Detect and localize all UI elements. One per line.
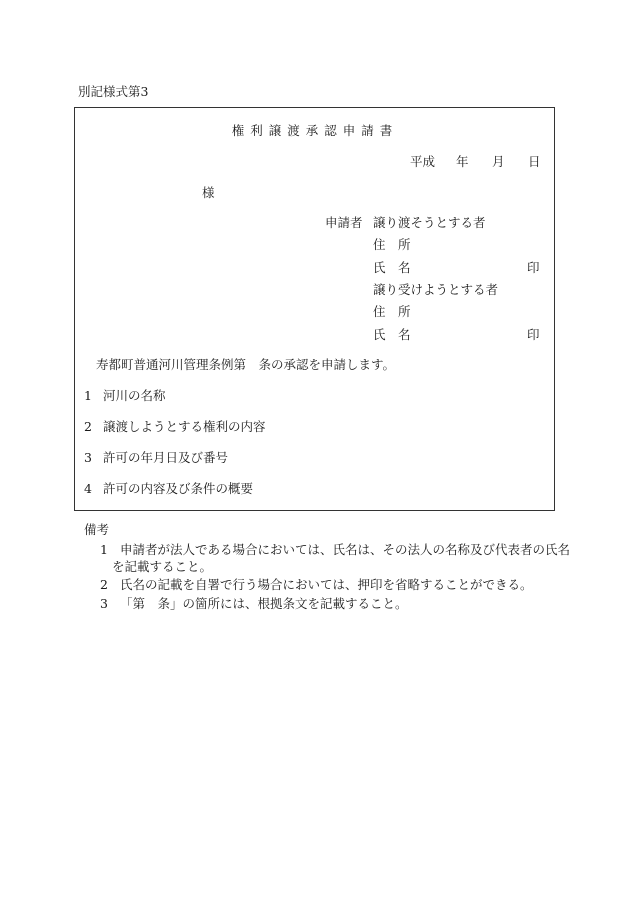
form-item-number: 3 [84, 450, 92, 465]
form-number-label: 別記様式第3 [78, 84, 149, 99]
form-item [84, 452, 228, 465]
notes-heading: 備考 [84, 522, 110, 537]
transferor-address-label: 住 所 [373, 237, 411, 252]
transferor-seal-mark: 印 [527, 260, 540, 275]
addressee-suffix: 様 [202, 185, 215, 200]
note-item [100, 598, 407, 611]
document-title: 権利譲渡承認申請書 [231, 123, 399, 138]
date-day: 日 [528, 154, 541, 169]
note-item [100, 544, 570, 557]
note-text: 「第 条」の箇所には、根拠条文を記載すること。 [119, 596, 408, 611]
form-item-text: 許可の年月日及び番号 [102, 450, 228, 465]
transferor-label: 譲り渡そうとする者 [373, 215, 486, 230]
form-item-number: 1 [84, 388, 92, 403]
note-continuation: を記載すること。 [112, 559, 213, 574]
note-text: 氏名の記載を自署で行う場合においては、押印を省略することができる。 [119, 577, 533, 592]
date-year: 年 [456, 154, 469, 169]
applicant-label: 申請者 [325, 215, 363, 230]
transferee-label: 譲り受けようとする者 [373, 282, 499, 297]
form-item [84, 421, 265, 434]
note-number: 1 [100, 542, 108, 557]
note-text: 申請者が法人である場合においては、氏名は、その法人の名称及び代表者の氏名 [119, 542, 570, 557]
transferor-name-label: 氏 名 [373, 260, 411, 275]
form-item-text: 許可の内容及び条件の概要 [102, 481, 253, 496]
note-number: 2 [100, 577, 108, 592]
form-item-text: 河川の名称 [102, 388, 166, 403]
date-era: 平成 [410, 154, 436, 169]
form-item-number: 2 [84, 419, 92, 434]
date-month: 月 [492, 154, 505, 169]
transferee-address-label: 住 所 [373, 304, 411, 319]
form-item-number: 4 [84, 481, 92, 496]
form-item-text: 譲渡しようとする権利の内容 [102, 419, 266, 434]
note-number: 3 [100, 596, 108, 611]
form-item [84, 483, 253, 496]
transferee-name-label: 氏 名 [373, 327, 411, 342]
form-item [84, 390, 165, 403]
transferee-seal-mark: 印 [527, 327, 540, 342]
note-item [100, 579, 532, 592]
request-statement: 寿都町普通河川管理条例第 条の承認を申請します。 [96, 357, 396, 372]
